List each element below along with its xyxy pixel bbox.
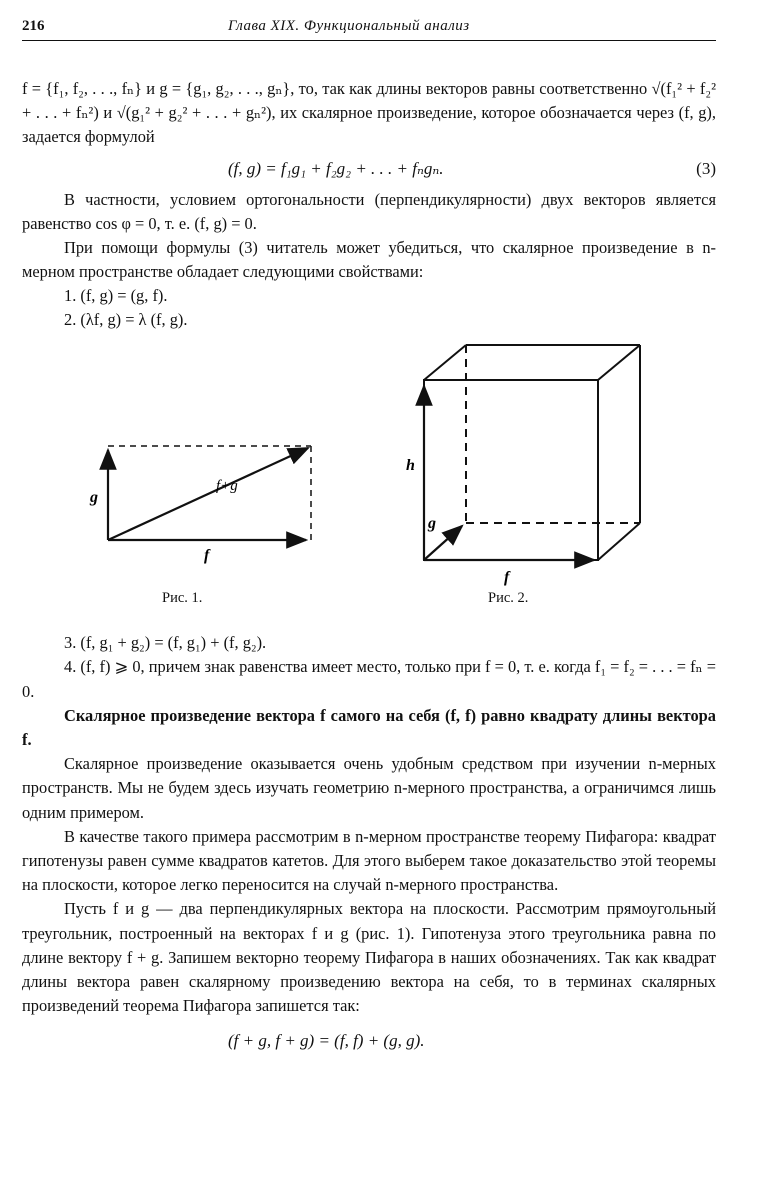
figure-1-label-f: f bbox=[204, 547, 210, 565]
figure-1-caption: Рис. 1. bbox=[162, 590, 203, 607]
property-2: 2. (λf, g) = λ (f, g). bbox=[64, 310, 188, 330]
formula-final-text: (f + g, f + g) = (f, f) + (g, g). bbox=[228, 1031, 425, 1051]
figure-1-diagram bbox=[86, 440, 326, 565]
running-header bbox=[22, 12, 716, 41]
cube-edge-br bbox=[598, 523, 640, 560]
paragraph-vectors-lengths: f = {f₁, f₂, . . ., fₙ} и g = {g₁, g₂, . . ., gₙ}, то, так как длины векторов равны соответственно √(f₁² + f₂² + . . . + fₙ²) и √(g₁² + g₂² + . . . + gₙ²), их скалярное произведение, которое обозначается через (f, g), задается формулой bbox=[22, 79, 716, 147]
formula-3-text: (f, g) = f₁g₁ + f₂g₂ + . . . + fₙgₙ. bbox=[228, 158, 444, 178]
figure-1-label-sum: f+g bbox=[216, 478, 238, 495]
figure-1-vector-sum bbox=[108, 448, 308, 540]
paragraph-pythagoras-intro: В качестве такого примера рассмотрим в n-мерном пространстве теорему Пифагора: квадрат гипотенузы равен сумме квадратов катетов. Для этого выберем такое доказательство этой теоремы на плоскости, которое легко переносится на случай n-мерного пространства. bbox=[22, 826, 716, 895]
cube-edge-tr bbox=[598, 345, 640, 380]
formula-3-number: (3) bbox=[696, 158, 716, 178]
paragraph-usefulness: Скалярное произведение оказывается очень удобным средством при изучении n-мерных пространств. Мы не будем здесь изучать геометрию n-мерного пространства, а ограничимся лишь одним примером. bbox=[22, 754, 716, 822]
figure-2-label-f: f bbox=[504, 569, 510, 587]
formula-final bbox=[22, 1026, 716, 1056]
paragraph-properties-intro: При помощи формулы (3) читатель может убедиться, что скалярное произведение в n-мерном пространстве обладает следующими свойствами: bbox=[22, 238, 716, 282]
figure-1-label-g: g bbox=[90, 489, 98, 507]
figure-2-diagram bbox=[394, 340, 674, 590]
figure-2-label-h: h bbox=[406, 457, 415, 475]
page-number: 216 bbox=[22, 18, 45, 34]
paragraph-orthogonality: В частности, условием ортогональности (перпендикулярности) двух векторов является равенство cos φ = 0, т. е. (f, g) = 0. bbox=[22, 189, 716, 233]
property-4: 4. (f, f) ⩾ 0, причем знак равенства имеет место, только при f = 0, т. е. когда f₁ = f₂ = . . . = fₙ = 0. bbox=[22, 657, 716, 701]
cube-edge-tl bbox=[424, 345, 466, 380]
page bbox=[22, 12, 716, 1060]
property-3: 3. (f, g₁ + g₂) = (f, g₁) + (f, g₂). bbox=[64, 633, 267, 653]
running-title: Глава XIX. Функциональный анализ bbox=[228, 18, 470, 34]
figures-area bbox=[22, 340, 716, 625]
property-1: 1. (f, g) = (g, f). bbox=[64, 286, 168, 306]
figure-2-caption: Рис. 2. bbox=[488, 590, 529, 607]
paragraph-self-product: Скалярное произведение вектора f самого на себя (f, f) равно квадрату длины вектора f. bbox=[22, 705, 716, 750]
paragraph-pythagoras-proof: Пусть f и g — два перпендикулярных вектора на плоскости. Рассмотрим прямоугольный треугольник, построенный на векторах f и g (рис. 1). Гипотенуза этого треугольника равна по длине вектору f + g. Запишем векторно теорему Пифагора в наших обозначениях. Так как квадрат длины вектора равен скалярному произведению вектора на себя, то в терминах скалярных произведений теорема Пифагора запишется так: bbox=[22, 899, 716, 1016]
figure-2-label-g: g bbox=[428, 515, 436, 533]
cube-front-face bbox=[424, 380, 598, 560]
formula-3 bbox=[22, 154, 716, 184]
